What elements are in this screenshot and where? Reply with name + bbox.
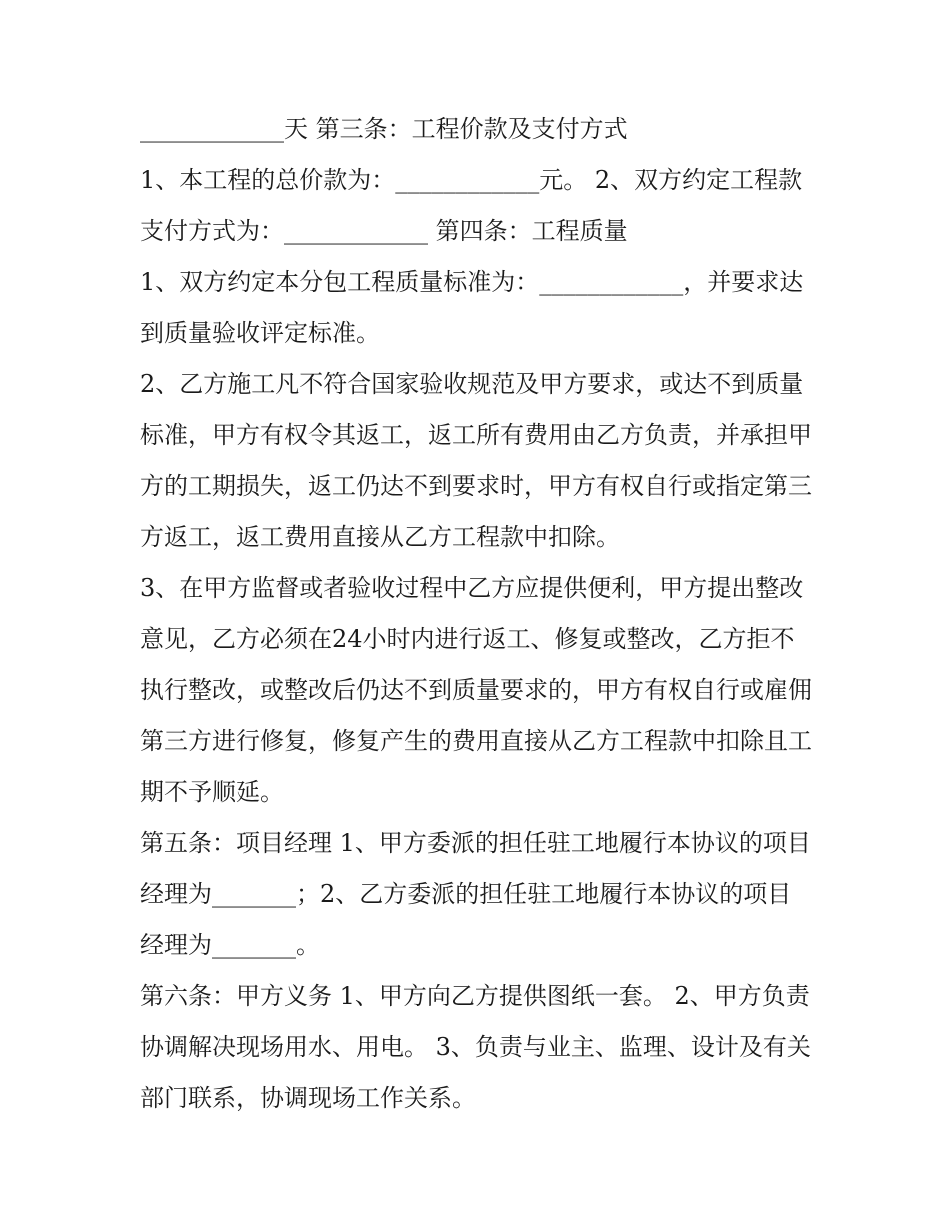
paragraph-article-3-title: ____________天 第三条：工程价款及支付方式 bbox=[140, 115, 628, 143]
paragraph-article-6-obligations: 第六条：甲方义务 1、甲方向乙方提供图纸一套。 2、甲方负责协调解决现场用水、用电。 3、负责与业主、监理、设计及有关部门联系，协调现场工作关系。 bbox=[140, 982, 811, 1112]
paragraph-article-5-project-manager: 第五条：项目经理 1、甲方委派的担任驻工地履行本协议的项目经理为_______；2、乙方委派的担任驻工地履行本协议的项目经理为_______。 bbox=[140, 829, 811, 959]
paragraph-inspection: 3、在甲方监督或者验收过程中乙方应提供便利，甲方提出整改意见，乙方必须在24小时内进行返工、修复或整改，乙方拒不执行整改，或整改后仍达不到质量要求的，甲方有权自行或雇佣第三方进行修复，修复产生的费用直接从乙方工程款中扣除且工期不予顺延。 bbox=[140, 574, 812, 806]
paragraph-total-price: 1、本工程的总价款为：____________元。 2、双方约定工程款支付方式为：____________ 第四条：工程质量 bbox=[140, 166, 803, 245]
paragraph-quality-standard: 1、双方约定本分包工程质量标准为：____________，并要求达到质量验收评定标准。 bbox=[140, 268, 804, 347]
paragraph-rework: 2、乙方施工凡不符合国家验收规范及甲方要求，或达不到质量标准，甲方有权令其返工，返工所有费用由乙方负责，并承担甲方的工期损失，返工仍达不到要求时，甲方有权自行或指定第三方返工，返工费用直接从乙方工程款中扣除。 bbox=[140, 370, 812, 551]
document-body bbox=[140, 104, 812, 1124]
